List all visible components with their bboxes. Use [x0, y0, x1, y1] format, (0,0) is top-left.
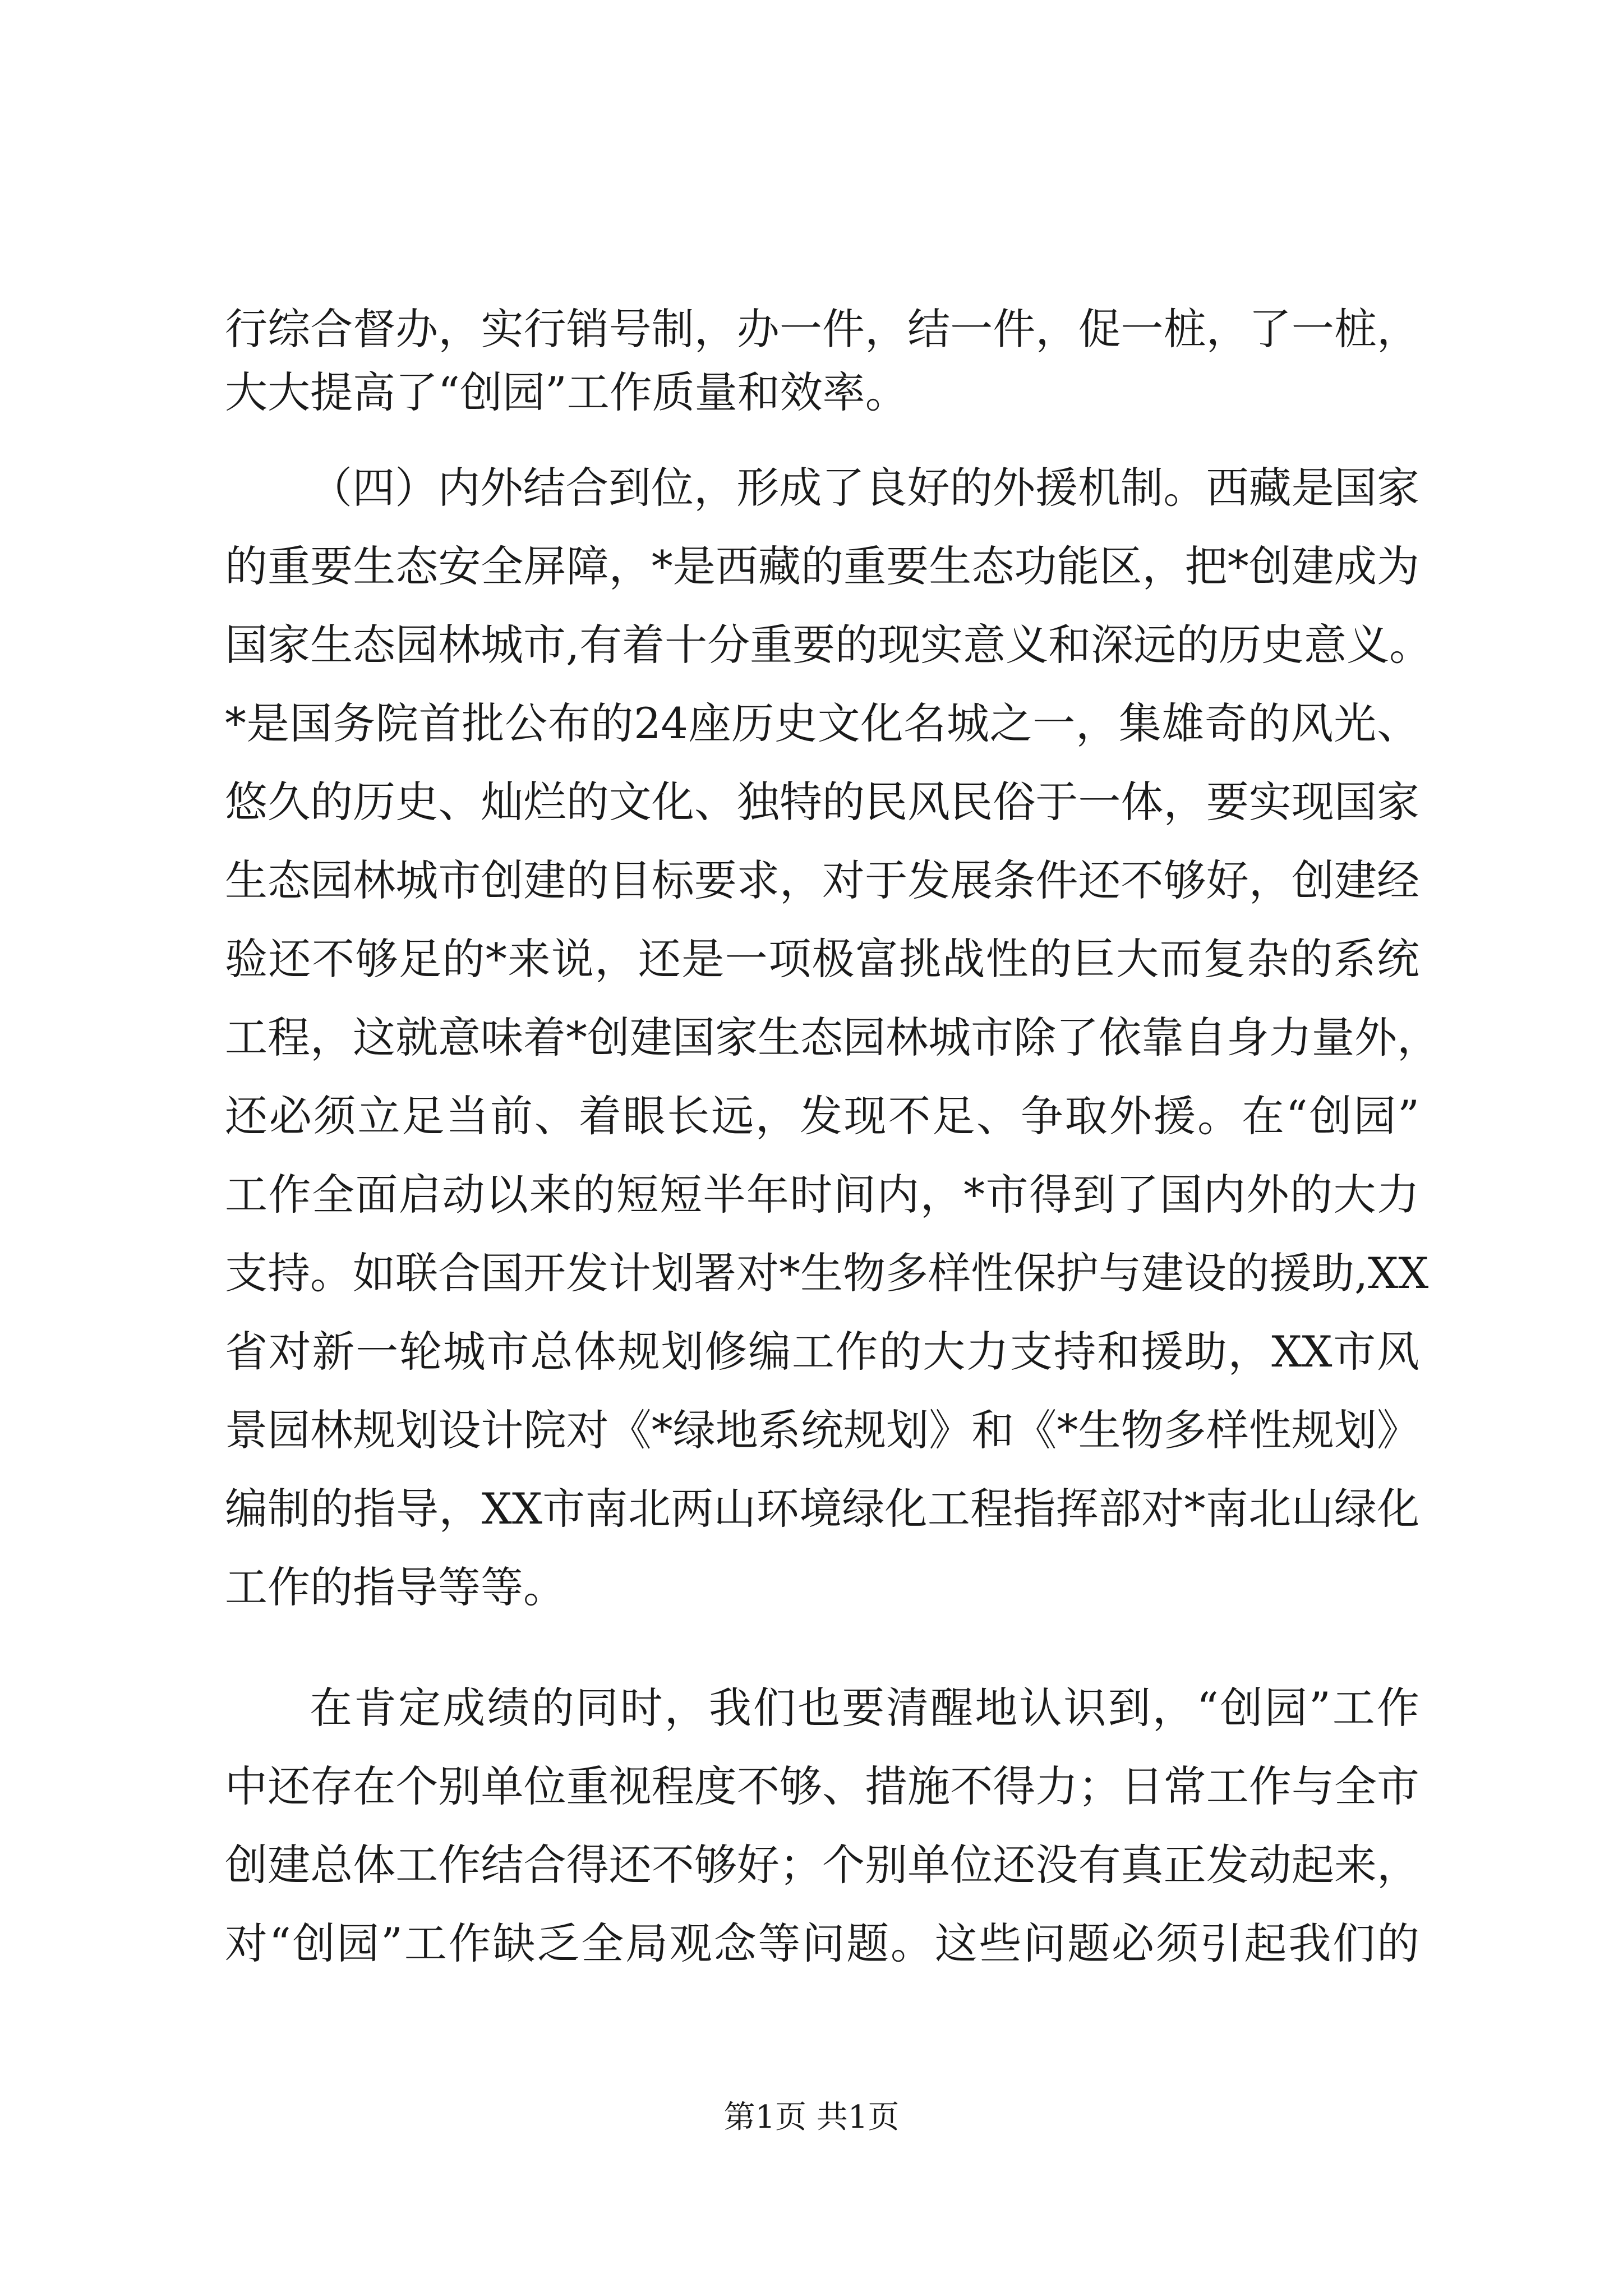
text-line: 国家生态园林城市,有着十分重要的现实意义和深远的历史意义。 [225, 620, 1432, 670]
text-line: 悠久的历史、灿烂的文化、独特的民风民俗于一体，要实现国家 [225, 777, 1419, 827]
text-line: 编制的指导，XX市南北两山环境绿化工程指挥部对*南北山绿化 [225, 1484, 1419, 1534]
text-line: 的重要生态安全屏障，*是西藏的重要生态功能区，把*创建成为 [225, 541, 1419, 591]
text-line: 支持。如联合国开发计划署对*生物多样性保护与建设的援助,XX [225, 1248, 1429, 1298]
text-line: 工程，这就意味着*创建国家生态园林城市除了依靠自身力量外， [225, 1013, 1440, 1062]
text-line: 还必须立足当前、着眼长远，发现不足、争取外援。在“创园” [225, 1091, 1419, 1141]
text-line: 生态园林城市创建的目标要求，对于发展条件还不够好，创建经 [225, 855, 1419, 905]
text-line: *是国务院首批公布的24座历史文化名城之一，集雄奇的风光、 [225, 698, 1419, 748]
paragraph-first-line: 在肯定成绩的同时，我们也要清醒地认识到，“创园”工作 [310, 1683, 1419, 1733]
paragraph-heading-line: （四）内外结合到位，形成了良好的外援机制。西藏是国家 [310, 463, 1419, 513]
text-line: 中还存在个别单位重视程度不够、措施不得力；日常工作与全市 [225, 1761, 1419, 1811]
text-line: 创建总体工作结合得还不够好；个别单位还没有真正发动起来， [225, 1840, 1419, 1890]
text-line: 省对新一轮城市总体规划修编工作的大力支持和援助，XX市风 [225, 1327, 1419, 1377]
text-line: 验还不够足的*来说，还是一项极富挑战性的巨大而复杂的系统 [225, 934, 1419, 984]
page-number-footer: 第1页 共1页 [723, 2099, 900, 2136]
text-line: 工作的指导等等。 [225, 1562, 566, 1612]
text-line: 大大提高了“创园”工作质量和效率。 [225, 367, 908, 417]
text-line: 工作全面启动以来的短短半年时间内，*市得到了国内外的大力 [225, 1170, 1419, 1220]
text-line: 景园林规划设计院对《*绿地系统规划》和《*生物多样性规划》 [225, 1405, 1419, 1455]
text-line: 行综合督办，实行销号制，办一件，结一件，促一桩，了一桩， [225, 304, 1419, 354]
text-line: 对“创园”工作缺乏全局观念等问题。这些问题必须引起我们的 [225, 1918, 1419, 1968]
